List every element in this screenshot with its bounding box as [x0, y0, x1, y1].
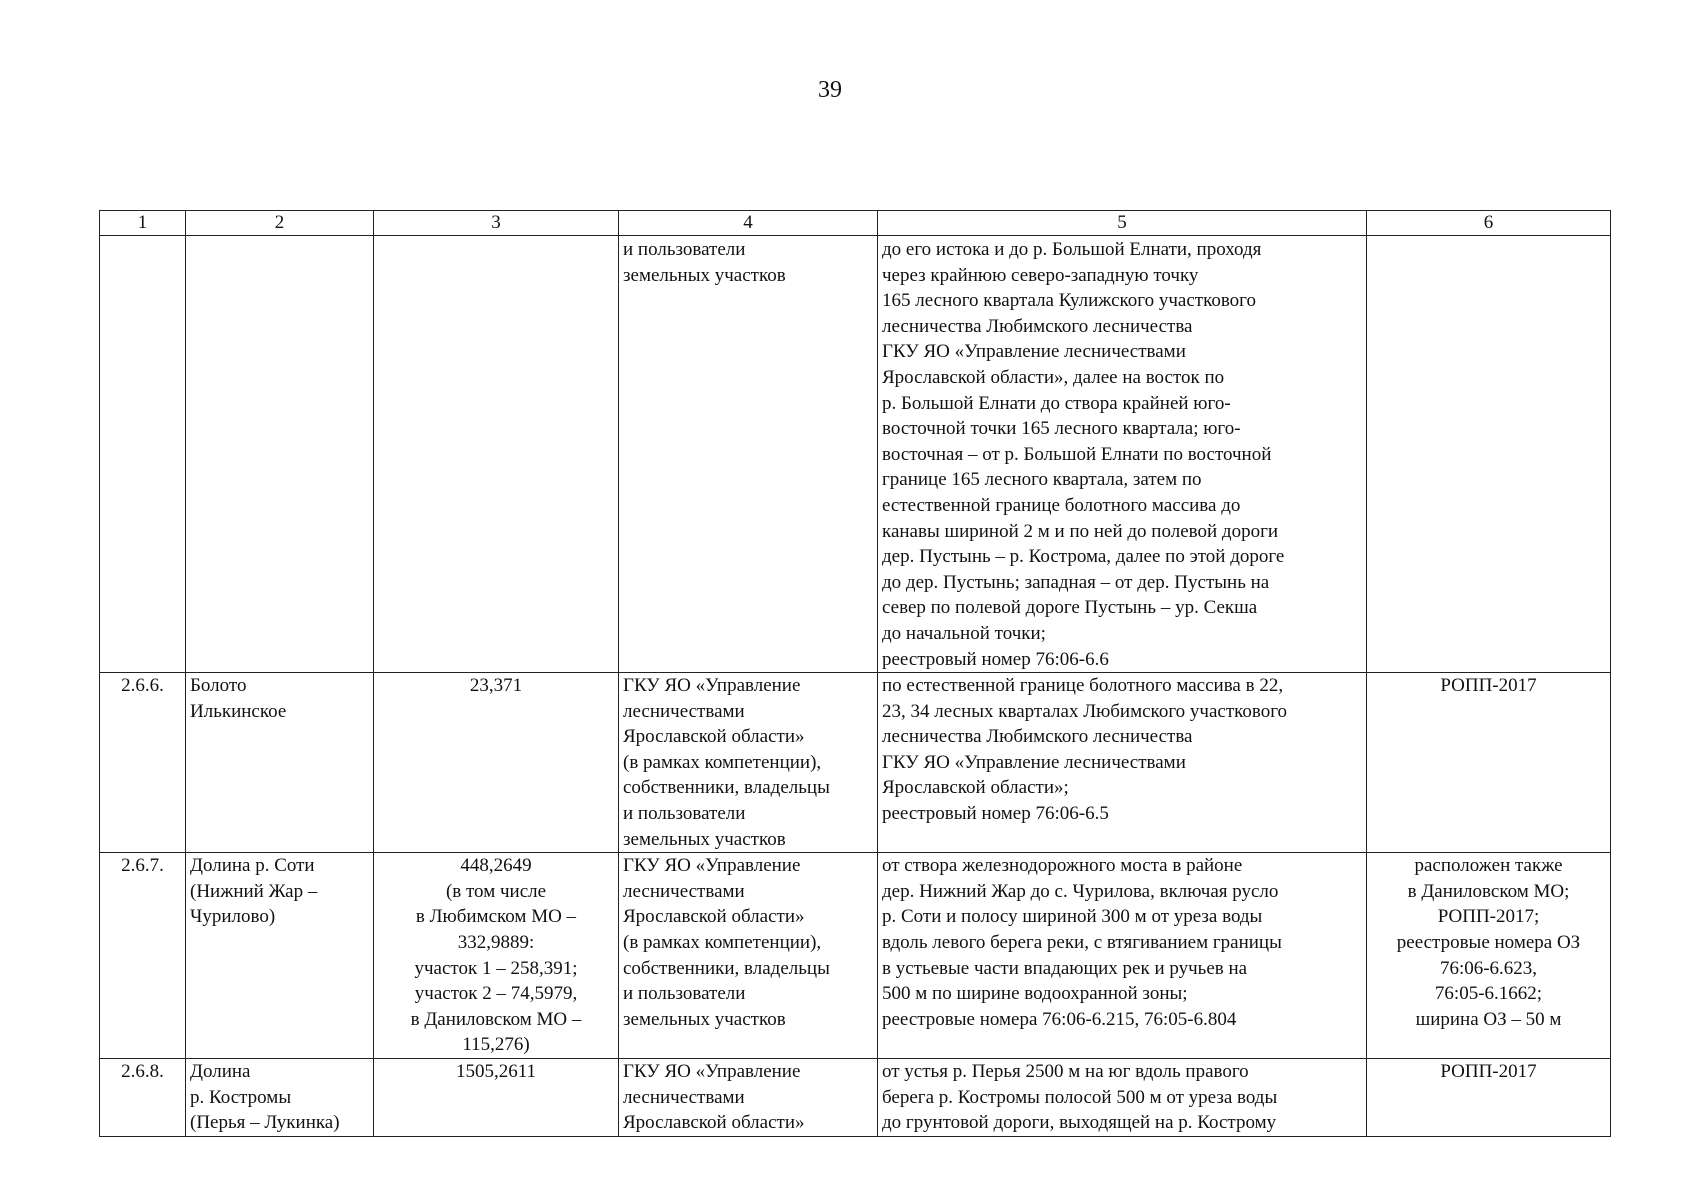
area-cell	[374, 1059, 619, 1137]
column-header-2: 2	[186, 211, 374, 236]
notes: расположен также в Даниловском МО; РОПП-2017; реестровые номера ОЗ 76:06-6.623, 76:05-6.1662; ширина ОЗ – 50 м	[1396, 855, 1581, 1030]
header-row	[100, 211, 1611, 236]
row-number: 2.6.6.	[121, 675, 164, 697]
table-row	[100, 1059, 1611, 1137]
notes-cell	[1367, 1059, 1611, 1137]
table-body	[100, 236, 1611, 1137]
name-cell	[186, 673, 374, 853]
notes: РОПП-2017	[1440, 1061, 1537, 1082]
row-number-cell	[100, 673, 186, 853]
responsible-cell	[619, 1059, 878, 1137]
notes-cell	[1367, 853, 1611, 1059]
area-name: Болото Илькинское	[190, 675, 287, 722]
boundaries-description: от устья р. Перья 2500 м на юг вдоль правого берега р. Костромы полосой 500 м от уреза воды до грунтовой дороги, выходящей на р. Кострому	[882, 1061, 1278, 1134]
responsible-cell	[619, 236, 878, 673]
table-row	[100, 236, 1611, 673]
responsible-parties: и пользователи земельных участков	[623, 239, 786, 286]
area-size: 448,2649 (в том числе в Любимском МО – 332,9889: участок 1 – 258,391; участок 2 – 74,5979, в Даниловском МО – 115,276)	[410, 855, 582, 1056]
area-cell	[374, 673, 619, 853]
responsible-parties: ГКУ ЯО «Управление лесничествами Ярославской области» (в рамках компетенции), собственники, владельцы и пользователи земельных участков	[623, 675, 830, 850]
row-number-cell	[100, 853, 186, 1059]
table-row	[100, 853, 1611, 1059]
name-cell	[186, 236, 374, 673]
area-size: 23,371	[469, 675, 523, 697]
page-number: 39	[818, 77, 842, 103]
area-size: 1505,2611	[455, 1061, 537, 1082]
column-header-5: 5	[878, 211, 1367, 236]
notes: РОПП-2017	[1440, 675, 1537, 697]
row-number-cell	[100, 236, 186, 673]
area-cell	[374, 853, 619, 1059]
name-cell	[186, 853, 374, 1059]
name-cell	[186, 1059, 374, 1137]
row-number-cell	[100, 1059, 186, 1137]
table-row	[100, 673, 1611, 853]
responsible-cell	[619, 853, 878, 1059]
area-name: Долина р. Костромы (Перья – Лукинка)	[190, 1061, 340, 1134]
notes-cell	[1367, 236, 1611, 673]
row-number: 2.6.8.	[121, 1061, 164, 1082]
responsible-parties: ГКУ ЯО «Управление лесничествами Ярославской области»	[623, 1061, 805, 1134]
column-header-1: 1	[100, 211, 186, 236]
boundaries-description: от створа железнодорожного моста в районе дер. Нижний Жар до с. Чурилова, включая русло р. Соти и полосу шириной 300 м от уреза воды вдоль левого берега реки, с втягиванием границы в устьевые части впадающих рек и ручьев на 500 м по ширине водоохранной зоны; реестровые номера 76:06-6.215, 76:05-6.804	[882, 855, 1282, 1030]
row-number: 2.6.7.	[121, 855, 164, 877]
column-header-3: 3	[374, 211, 619, 236]
area-cell	[374, 236, 619, 673]
boundaries-description: по естественной границе болотного массива в 22, 23, 34 лесных кварталах Любимского участкового лесничества Любимского лесничества ГКУ ЯО «Управление лесничествами Ярославской области»; реестровый номер 76:06-6.5	[882, 675, 1288, 825]
boundaries-description: до его истока и до р. Большой Елнати, проходя через крайнюю северо-западную точку 165 лесного квартала Кулижского участкового лесничества Любимского лесничества ГКУ ЯО «Управление лесничествами Ярославской области», далее на восток по р. Большой Елнати до створа крайней юго- восточной точки 165 лесного квартала; юго- восточная – от р. Большой Елнати по восточной границе 165 лесного квартала, затем по естественной границе болотного массива до канавы шириной 2 м и по ней до полевой дороги дер. Пустынь – р. Кострома, далее по этой дороге до дер. Пустынь; западная – от дер. Пустынь на север по полевой дороге Пустынь – ур. Секша до начальной точки; реестровый номер 76:06-6.6	[882, 239, 1285, 670]
protected-areas-table	[99, 210, 1611, 1137]
notes-cell	[1367, 673, 1611, 853]
responsible-parties: ГКУ ЯО «Управление лесничествами Ярославской области» (в рамках компетенции), собственники, владельцы и пользователи земельных участков	[623, 855, 830, 1030]
column-header-4: 4	[619, 211, 878, 236]
boundaries-cell	[878, 853, 1367, 1059]
responsible-cell	[619, 673, 878, 853]
table-header	[100, 211, 1611, 236]
column-header-6: 6	[1367, 211, 1611, 236]
boundaries-cell	[878, 1059, 1367, 1137]
boundaries-cell	[878, 673, 1367, 853]
area-name: Долина р. Соти (Нижний Жар – Чурилово)	[190, 855, 318, 928]
boundaries-cell	[878, 236, 1367, 673]
